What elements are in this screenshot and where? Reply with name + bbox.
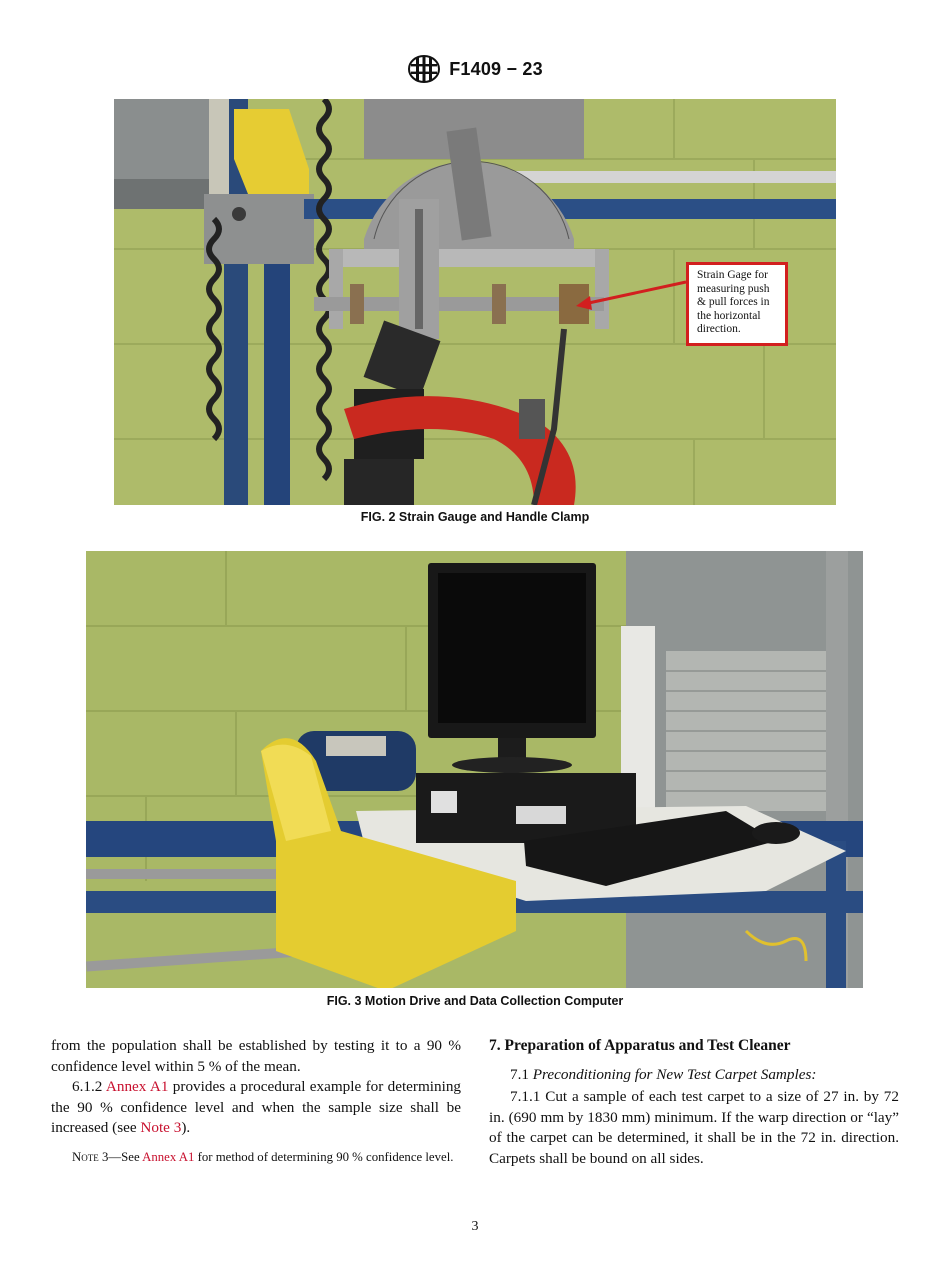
note-text: for method of determining 90 % confidence level. bbox=[197, 1149, 454, 1164]
page-header bbox=[0, 52, 950, 86]
right-column bbox=[489, 1036, 899, 1169]
note-annex-a1-link[interactable]: Annex A1 bbox=[142, 1149, 195, 1164]
subsection-7-1 bbox=[489, 1065, 899, 1086]
callout-line: & pull forces in bbox=[697, 296, 770, 308]
strain-gage-callout bbox=[686, 262, 788, 346]
callout-line: direction. bbox=[697, 323, 741, 335]
page-number: 3 bbox=[471, 1219, 479, 1234]
annex-a1-link[interactable]: Annex A1 bbox=[105, 1078, 169, 1095]
subsection-title: Preconditioning for New Test Carpet Samples: bbox=[532, 1065, 817, 1083]
figure-3-photo bbox=[86, 551, 863, 988]
document-id: F1409 − 23 bbox=[449, 58, 543, 79]
figure-2-caption: FIG. 2 Strain Gauge and Handle Clamp bbox=[360, 510, 590, 524]
subsection-number: 7.1 bbox=[510, 1065, 529, 1083]
paragraph-7-1-1 bbox=[489, 1087, 899, 1169]
note-3 bbox=[51, 1149, 461, 1166]
paragraph-6-1-2 bbox=[51, 1077, 461, 1139]
left-column bbox=[51, 1036, 461, 1166]
callout-line: Strain Gage for bbox=[697, 269, 768, 281]
figure-3-caption: FIG. 3 Motion Drive and Data Collection Computer bbox=[326, 994, 624, 1008]
section-7-heading: 7. Preparation of Apparatus and Test Cleaner bbox=[489, 1037, 791, 1054]
note-label: Note bbox=[72, 1149, 99, 1164]
astm-logo-icon bbox=[407, 54, 441, 84]
callout-line: the horizontal bbox=[697, 309, 761, 322]
section-number: 6.1.2 bbox=[72, 1078, 103, 1095]
note-number: 3—See bbox=[101, 1149, 140, 1164]
paragraph-text: Cut a sample of each test carpet to a size of 27 in. by 72 in. (690 mm by 1830 mm) minimum. If the warp direction or “lay” of the carpet can be determined, it shall be in the 72 in. direction. Carpets shall be bound on all sides. bbox=[489, 1088, 899, 1167]
callout-line: measuring push bbox=[697, 282, 770, 295]
paragraph-6-1-1-continued: from the population shall be established by testing it to a 90 % confidence level within 5 % of the mean. bbox=[51, 1037, 461, 1075]
paragraph-text: provides a procedural example for determining the 90 % confidence level and when the sample size shall be increased (see bbox=[51, 1078, 462, 1136]
paragraph-number: 7.1.1 bbox=[510, 1088, 541, 1105]
note-3-link[interactable]: Note 3 bbox=[140, 1119, 182, 1136]
paragraph-text-end: ). bbox=[181, 1119, 191, 1136]
